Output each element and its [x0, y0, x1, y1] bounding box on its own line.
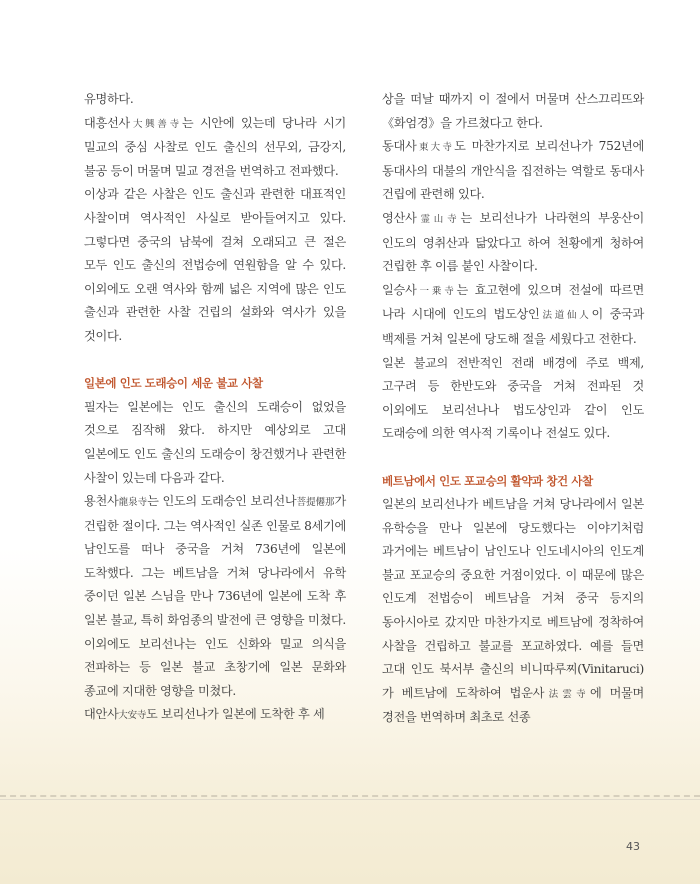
- text: 영산사: [382, 210, 417, 225]
- text: 가 건립한 절이다. 그는 역사적인 실존 인물로 8세기에 남인도를 떠나 중국을 거쳐 736년에 일본에 도착했다. 그는 베트남을 거쳐 당나라에서 유학 중이던 일본 스님을 만나 736년에 일본에 도착 후 일본 불교, 특히 화엄종의 발전에 큰 영향을 미쳤다. 이외에도 보리선나는 인도 신화와 밀교 의식을 전파하는 등 일본 불교 초창기에 일본 문화와 종교에 지대한 영향을 미쳤다.: [84, 494, 346, 698]
- text: 유명하다.: [84, 92, 134, 106]
- hanja: 大興善寺: [129, 118, 182, 130]
- text: 일본의 보리선나가 베트남을 거쳐 당나라에서 일본 유학승을 만나 일본에 당도했다는 이야기처럼 과거에는 베트남이 남인도나 인도네시아의 인도계 불교 포교승의 중요한 거점이었다. 이 때문에 많은 인도계 전법승이 베트남을 거쳐 중국 등지의 동아시아로 갔지만 마찬가지로 베트남에 정착하여 사찰을 건립하고 불교를 포교하였다. 예를 들면 고대 인도 북서부 출신의 비니따루찌(Vinitaruci)가 베트남에 도착하여 법운사: [382, 497, 644, 700]
- paragraph: [84, 490, 346, 703]
- hanja: 法雲寺: [544, 688, 590, 700]
- hanja: 一乗寺: [416, 285, 457, 297]
- footer-divider: [0, 795, 700, 797]
- section-heading: 베트남에서 인도 포교승의 활약과 창건 사찰: [382, 473, 593, 488]
- paragraph: [84, 703, 346, 728]
- paragraph: [382, 493, 644, 730]
- paragraph: [84, 183, 346, 348]
- text: 동대사: [382, 139, 417, 154]
- paragraph: [84, 88, 346, 112]
- hanja: 菩提僊那: [296, 497, 335, 509]
- text: 는 시안에 있는데 당나라 시기 밀교의 중심 사찰로 인도 출신의 선무외, 금강지, 불공 등이 머물며 밀교 경전을 번역하고 전파했다.: [84, 115, 346, 178]
- page-number: 43: [626, 840, 640, 853]
- paragraph: [84, 396, 346, 490]
- spacer: [84, 349, 346, 373]
- footer-divider-line: [0, 799, 700, 800]
- text: 필자는 일본에는 인도 출신의 도래승이 없었을 것으로 짐작해 왔다. 하지만 예상외로 고대 일본에도 인도 출신의 도래승이 창건했거나 관련한 사찰이 있는데 다음과 같다.: [84, 399, 346, 485]
- left-column: [84, 88, 346, 728]
- section-heading: 일본에 인도 도래승이 세운 불교 사찰: [84, 376, 263, 391]
- hanja: 法道仙人: [539, 310, 592, 322]
- text: 도 마찬가지로 보리선나가 752년에 동대사의 대불의 개안식을 집전하는 역할로 동대사 건립에 관련해 있다.: [382, 139, 644, 202]
- paragraph: [382, 135, 644, 207]
- paragraph: [84, 112, 346, 184]
- text: 일본 불교의 전반적인 전래 배경에 주로 백제, 고구려 등 한반도와 중국을 거쳐 전파된 것 이외에도 보리선나나 법도상인과 같이 인도 도래승에 의한 역사적 기록이나 전설도 있다.: [382, 355, 644, 441]
- text: 대흥선사: [84, 115, 130, 130]
- paragraph: [382, 207, 644, 279]
- text: 에 머물며 경전을 번역하며 최초로 선종: [382, 685, 644, 725]
- paragraph: [382, 88, 644, 135]
- text: 용천사: [84, 494, 119, 509]
- paragraph: [382, 352, 644, 446]
- text: 는 보리선나가 나라현의 부웅산이 인도의 영취산과 닮았다고 하여 천황에게 청하여 건립한 후 이름 붙인 사찰이다.: [382, 210, 644, 274]
- paragraph: [382, 279, 644, 352]
- text: 일승사: [382, 282, 417, 297]
- hanja: 龍泉寺: [118, 497, 148, 509]
- text: 대안사: [84, 707, 119, 722]
- text: 이상과 같은 사찰은 인도 출신과 관련한 대표적인 사찰이며 역사적인 사실로 받아들여지고 있다. 그렇다면 중국의 남북에 걸쳐 오래되고 큰 절은 모두 인도 출신의 전법승에 연원함을 알 수 있다. 이외에도 오랜 역사와 함께 넓은 지역에 많은 인도 출신과 관련한 사찰 건립의 설화와 역사가 있을 것이다.: [84, 187, 346, 343]
- text: 상을 떠날 때까지 이 절에서 머물며 산스끄리뜨와 《화엄경》을 가르쳤다고 한다.: [382, 92, 644, 130]
- text: 도 보리선나가 일본에 도착한 후 세: [146, 707, 325, 722]
- spacer: [382, 446, 644, 470]
- hanja: 霊山寺: [416, 213, 461, 225]
- text: 이 중국과 백제를 거쳐 일본에 당도해 절을 세웠다고 전한다.: [382, 307, 645, 346]
- hanja: 東大寺: [416, 142, 455, 154]
- hanja: 大安寺: [118, 710, 147, 722]
- text: 는 효고현에 있으며 전설에 따르면 나라 시대에 인도의 법도상인: [382, 282, 644, 322]
- right-column: [382, 88, 644, 730]
- text: 는 인도의 도래승인 보리선나: [147, 494, 297, 509]
